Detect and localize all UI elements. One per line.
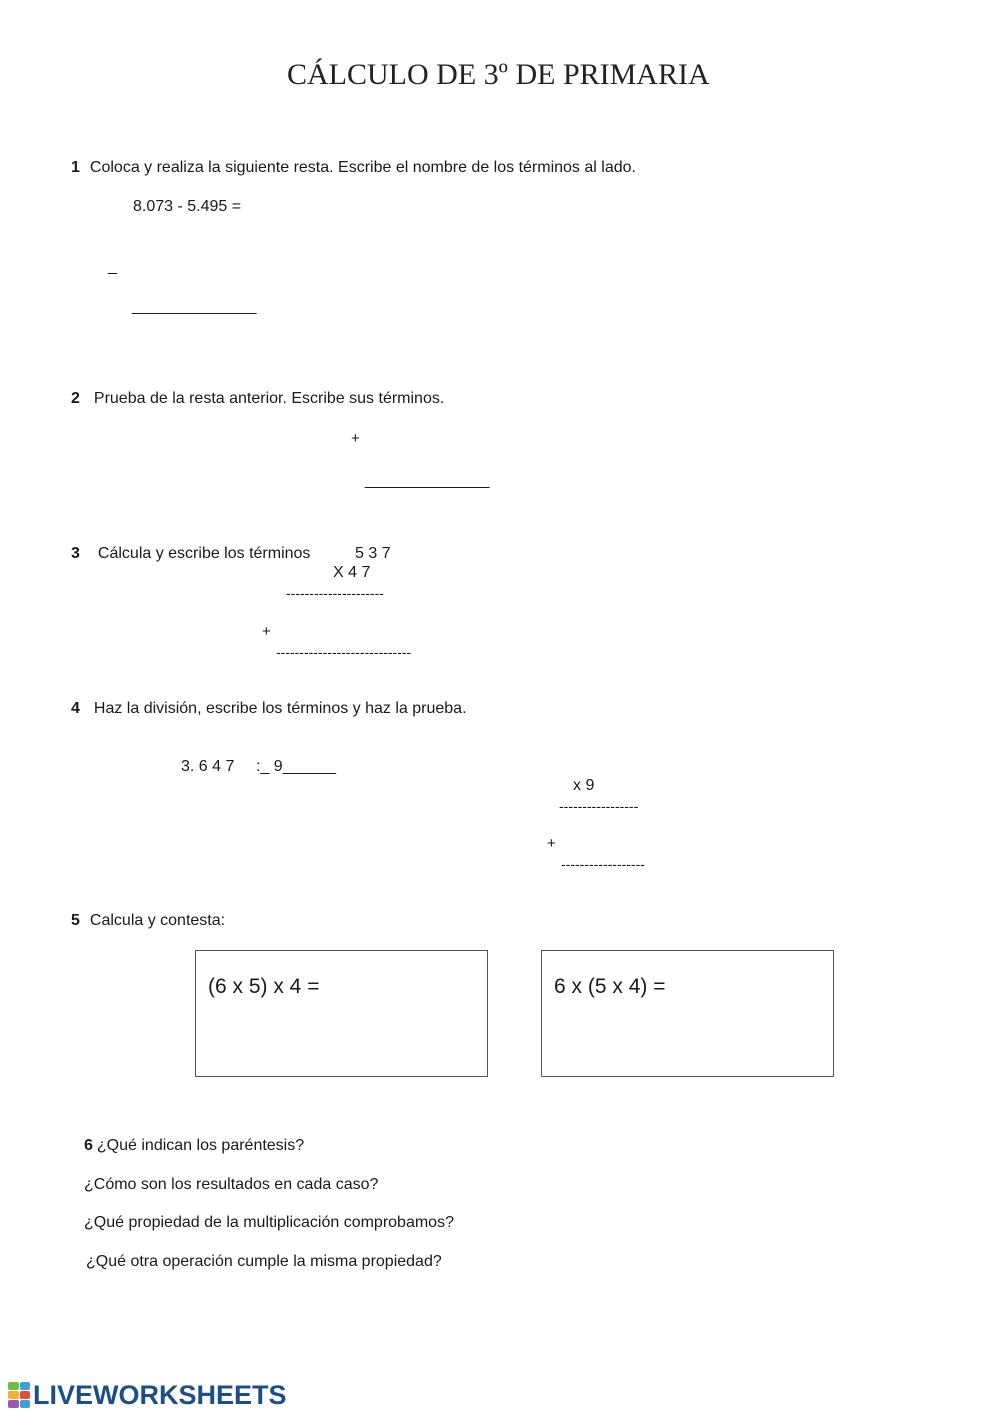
q3-plus-sign: +: [262, 623, 271, 640]
logo-blocks-icon: [8, 1382, 30, 1408]
liveworksheets-logo[interactable]: [8, 1380, 287, 1410]
question-text: ¿Qué indican los paréntesis?: [96, 1137, 305, 1154]
q4-dash-line: -----------------: [559, 798, 639, 814]
question-number: 2: [71, 390, 80, 407]
q4-dividend: 3. 6 4 7: [181, 758, 235, 775]
q4-plus-sign: +: [547, 835, 556, 852]
question-2: [71, 390, 444, 408]
q1-result-line: ______________: [132, 298, 257, 315]
question-number: 6: [84, 1137, 93, 1154]
box-expression: 6 x (5 x 4) =: [554, 975, 666, 998]
q3-dash-line-2: -----------------------------: [276, 644, 412, 660]
q4-divisor: :_ 9______: [256, 758, 337, 775]
question-5: [71, 912, 225, 930]
q1-operation: 8.073 - 5.495 =: [133, 198, 242, 215]
question-number: 3: [71, 545, 80, 562]
question-text: Cálcula y escribe los términos: [97, 545, 311, 562]
q6-question-2: ¿Cómo son los resultados en cada caso?: [84, 1176, 379, 1193]
q3-multiplier: X 4 7: [333, 564, 371, 581]
logo-text: LIVEWORKSHEETS: [33, 1379, 287, 1410]
box-expression: (6 x 5) x 4 =: [208, 975, 320, 998]
question-number: 4: [71, 700, 80, 717]
answer-box-2[interactable]: [541, 950, 834, 1077]
q6-question-4: ¿Qué otra operación cumple la misma propiedad?: [86, 1253, 442, 1270]
q2-plus-sign: +: [351, 430, 360, 447]
question-number: 5: [71, 912, 80, 929]
q2-result-line: ______________: [365, 472, 490, 489]
question-text: Prueba de la resta anterior. Escribe sus términos.: [93, 390, 445, 407]
question-3: [71, 545, 310, 563]
question-6: [84, 1137, 304, 1155]
question-1: [71, 159, 636, 177]
q6-question-3: ¿Qué propiedad de la multiplicación comprobamos?: [84, 1214, 454, 1231]
q3-dash-line: ---------------------: [286, 585, 384, 601]
answer-box-1[interactable]: [195, 950, 488, 1077]
question-text: Haz la división, escribe los términos y haz la prueba.: [93, 700, 467, 717]
question-number: 1: [71, 159, 80, 176]
q1-minus-sign: _: [108, 258, 117, 275]
page-title: CÁLCULO DE 3º DE PRIMARIA: [287, 58, 710, 91]
q4-dash-line-2: ------------------: [561, 856, 645, 872]
question-text: Calcula y contesta:: [89, 912, 226, 929]
question-text: Coloca y realiza la siguiente resta. Escribe el nombre de los términos al lado.: [89, 159, 636, 176]
q4-proof-multiplier: x 9: [573, 777, 595, 794]
question-4: [71, 700, 467, 718]
q3-multiplicand: 5 3 7: [355, 545, 391, 562]
